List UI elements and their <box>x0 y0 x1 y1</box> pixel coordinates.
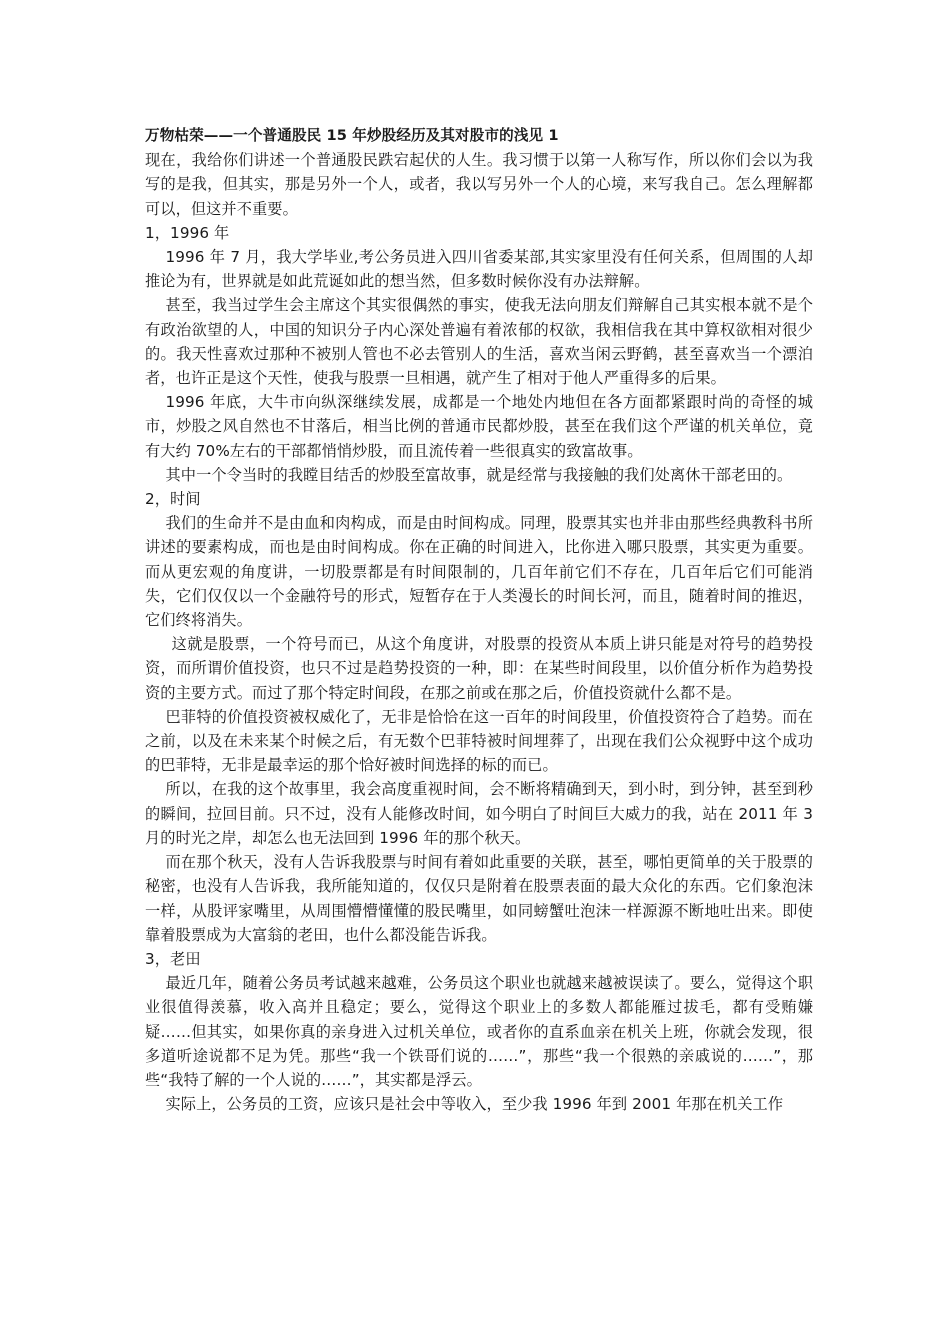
section-heading: 2，时间 <box>145 490 201 509</box>
intro-paragraph: 现在，我给你们讲述一个普通股民跌宕起伏的人生。我习惯于以第一人称写作，所以你们会以为我写的是我，但其实，那是另外一个人，或者，我以写另外一个人的心境，来写我自己。怎么理解都可以，但这并不重要。 <box>145 151 813 218</box>
paragraph: 1996 年 7 月，我大学毕业,考公务员进入四川省委某部,其实家里没有任何关系，但周围的人却推论为有，世界就是如此荒诞如此的想当然，但多数时候你没有办法辩解。 <box>145 248 813 291</box>
paragraph: 我们的生命并不是由血和肉构成，而是由时间构成。同理，股票其实也并非由那些经典教科书所讲述的要素构成，而也是由时间构成。你在正确的时间进入，比你进入哪只股票，其实更为重要。而从更宏观的角度讲，一切股票都是有时间限制的，几百年前它们不存在，几百年后它们可能消失，它们仅仅以一个金融符号的形式，短暂存在于人类漫长的时间长河，而且，随着时间的推迟，它们终将消失。 <box>145 514 813 630</box>
paragraph: 这就是股票，一个符号而已，从这个角度讲，对股票的投资从本质上讲只能是对符号的趋势投资，而所谓价值投资，也只不过是趋势投资的一种，即：在某些时间段里，以价值分析作为趋势投资的主要方式。而过了那个特定时间段，在那之前或在那之后，价值投资就什么都不是。 <box>145 635 813 702</box>
document-body <box>145 124 813 1116</box>
paragraph: 而在那个秋天，没有人告诉我股票与时间有着如此重要的关联，甚至，哪怕更简单的关于股票的秘密，也没有人告诉我，我所能知道的，仅仅只是附着在股票表面的最大众化的东西。它们象泡沫一样，从股评家嘴里，从周围懵懵懂懂的股民嘴里，如同螃蟹吐泡沫一样源源不断地吐出来。即使靠着股票成为大富翁的老田，也什么都没能告诉我。 <box>145 853 813 944</box>
document-title: 万物枯荣——一个普通股民 15 年炒股经历及其对股市的浅见 1 <box>145 127 559 144</box>
paragraph: 其中一个令当时的我瞠目结舌的炒股至富故事，就是经常与我接触的我们处离休干部老田的。 <box>165 465 793 484</box>
paragraph: 甚至，我当过学生会主席这个其实很偶然的事实，使我无法向朋友们辩解自己其实根本就不是个有政治欲望的人，中国的知识分子内心深处普遍有着浓郁的权欲，我相信我在其中算权欲相对很少的。我天性喜欢过那种不被别人管也不必去管别人的生活，喜欢当闲云野鹤，甚至喜欢当一个漂泊者，也许正是这个天性，使我与股票一旦相遇，就产生了相对于他人严重得多的后果。 <box>145 296 813 388</box>
section-heading: 1，1996 年 <box>145 223 230 242</box>
paragraph: 最近几年，随着公务员考试越来越难，公务员这个职业也就越来越被误读了。要么，觉得这个职业很值得羡慕，收入高并且稳定；要么，觉得这个职业上的多数人都能雁过拔毛，都有受贿嫌疑……但其实，如果你真的亲身进入过机关单位，或者你的直系血亲在机关上班，你就会发现，很多道听途说都不足为凭。那些“我一个铁哥们说的……”，那些“我一个很熟的亲戚说的……”，那些“我特了解的一个人说的……”，其实都是浮云。 <box>145 974 813 1089</box>
section-heading: 3，老田 <box>145 949 201 968</box>
paragraph: 1996 年底，大牛市向纵深继续发展，成都是一个地处内地但在各方面都紧跟时尚的奇怪的城市，炒股之风自然也不甘落后，相当比例的普通市民都炒股，甚至在我们这个严谨的机关单位，竟有大约 70%左右的干部都悄悄炒股，而且流传着一些很真实的致富故事。 <box>145 393 813 460</box>
paragraph: 所以，在我的这个故事里，我会高度重视时间，会不断将精确到天，到小时，到分钟，甚至到秒的瞬间，拉回目前。只不过，没有人能修改时间，如今明白了时间巨大威力的我，站在 2011 年 3 月的时光之岸，却怎么也无法回到 1996 年的那个秋天。 <box>145 780 813 847</box>
paragraph: 巴菲特的价值投资被权威化了，无非是恰恰在这一百年的时间段里，价值投资符合了趋势。而在之前，以及在未来某个时候之后，有无数个巴菲特被时间埋葬了，出现在我们公众视野中这个成功的巴菲特，无非是最幸运的那个恰好被时间选择的标的而已。 <box>145 707 813 775</box>
paragraph: 实际上，公务员的工资，应该只是社会中等收入，至少我 1996 年到 2001 年那在机关工作 <box>165 1095 784 1114</box>
